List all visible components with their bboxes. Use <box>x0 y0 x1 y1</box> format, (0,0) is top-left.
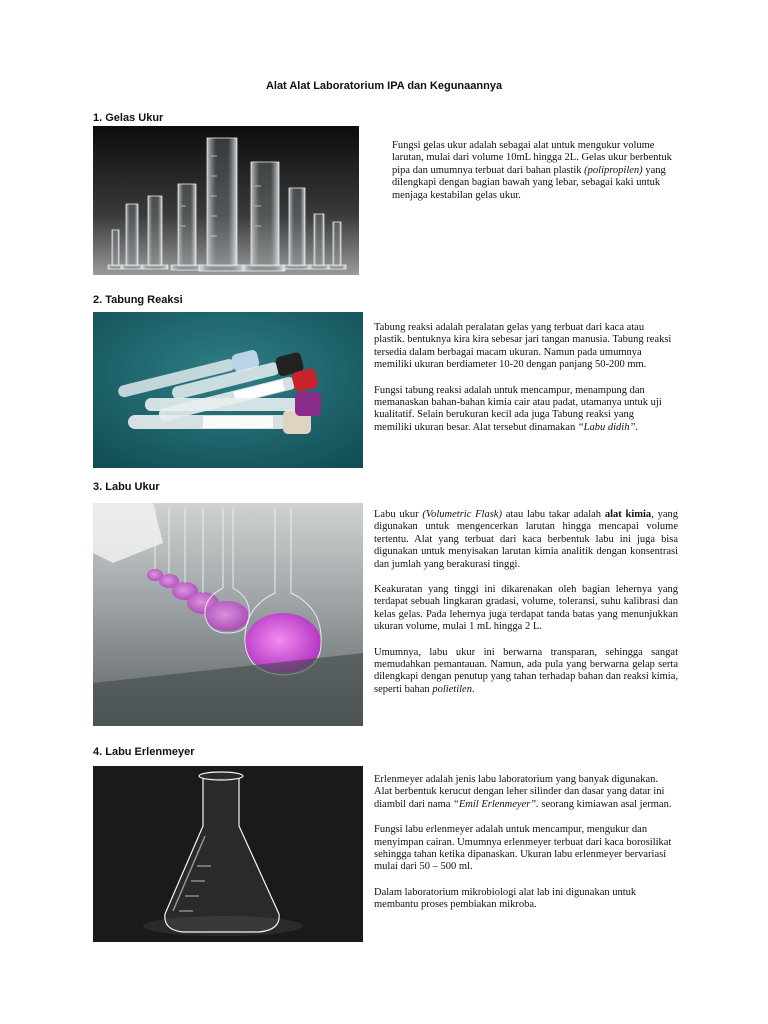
heading-gelas-ukur: 1. Gelas Ukur <box>93 112 164 124</box>
paragraph: Dalam laboratorium mikrobiologi alat lab ini digunakan untuk membantu proses pembiakan mikroba. <box>374 886 637 911</box>
italic-term: “Labu didih” <box>577 421 636 433</box>
italic-term: (polipropilen) <box>584 164 643 176</box>
text-gelas-ukur <box>392 140 672 215</box>
paragraph: Fungsi labu erlenmeyer adalah untuk mencampur, mengukur dan menyimpan cairan. Umumnya erlenmeyer terbuat dari kaca borosilikat sehingga tahan ketika dipanaskan. Ukuran labu erlenmeyer bervariasi mulai dari 50 – 500 ml. <box>374 824 672 873</box>
heading-tabung-reaksi: 2. Tabung Reaksi <box>93 294 183 306</box>
text-run: , yang digunakan untuk mengencerkan larutan hingga mencapai volume tertentu. Alat yang terbuat dari kaca berbentuk labu ini juga bisa digunakan untuk menyisakan larutan kimia analitik dengan konsentrasi dan jumlah yang berakurasi tinggi. <box>374 509 678 570</box>
text-run: atau labu takar adalah <box>501 509 605 520</box>
text-run: Umumnya, labu ukur ini berwarna transparan, sehingga sangat memudahkan pemantauan. Namun, ada pula yang berwarna gelap serta dilengkapi dengan penutup yang tahan terhadap bahan dan reaksi kimia, seperti bahan <box>374 646 678 695</box>
paragraph <box>374 647 678 697</box>
text-run: seorang kimiawan asal jerman. <box>538 798 672 810</box>
paragraph <box>392 140 672 202</box>
image-gelas-ukur <box>93 126 359 275</box>
paragraph: Tabung reaksi adalah peralatan gelas yang terbuat dari kaca atau plastik. bentuknya kira kira sebesar jari tangan manusia. Tabung reaksi tersedia dalam berbagai macam ukuran. Namun pada umumnya memiliki ukuran berdiameter 10-20 dengan panjang 50-200 mm. <box>374 322 672 371</box>
paragraph <box>374 385 674 435</box>
text-run: . <box>471 683 475 695</box>
paragraph: Keakuratan yang tinggi ini dikarenakan oleh bagian lehernya yang terdapat sebuah lingkaran gradasi, volume, toleransi, suhu kalibrasi dan kelas gelas. Pada lehernya juga terdapat tanda batas yang menunjukkan ukuran volume, mulai 1 mL hingga 2 L. <box>374 584 678 633</box>
text-labu-erlenmeyer <box>374 774 674 925</box>
heading-labu-erlenmeyer: 4. Labu Erlenmeyer <box>93 746 195 758</box>
text-labu-ukur <box>374 509 678 709</box>
text-run: Fungsi tabung reaksi adalah untuk mencampur, menampung dan memanaskan bahan-bahan kimia cair atau padat, utamanya untuk uji kualitatif. Selain berukuran kecil ada juga Tabung reaksi yang memiliki ukuran besar. Alat tersebut dinamakan <box>374 384 662 433</box>
text-run: Erlenmeyer adalah jenis labu laboratorium yang banyak digunakan. Alat berbentuk kerucut dengan leher silinder dan dasar yang datar ini diambil dari nama <box>374 774 665 810</box>
image-labu-erlenmeyer <box>93 766 363 942</box>
text-run: Fungsi gelas ukur adalah sebagai alat untuk mengukur volume larutan, mulai dari volume 10mL hingga 2L. Gelas ukur berbentuk pipa dan umumnya terbuat dari bahan plastik <box>392 140 672 176</box>
image-labu-ukur <box>93 503 363 726</box>
heading-labu-ukur: 3. Labu Ukur <box>93 481 160 493</box>
text-tabung-reaksi <box>374 322 674 447</box>
italic-term: (Volumetric Flask) <box>422 509 502 520</box>
bold-term: alat kimia <box>604 509 652 520</box>
text-run: Labu ukur <box>374 509 423 520</box>
text-run: . <box>635 421 638 433</box>
paragraph <box>374 774 674 811</box>
paragraph <box>374 509 678 571</box>
document-title: Alat Alat Laboratorium IPA dan Kegunaannya <box>265 80 503 92</box>
image-tabung-reaksi <box>93 312 363 468</box>
italic-term: polietilen <box>432 683 472 695</box>
text-run: yang dilengkapi dengan bagian bawah yang lebar, sebagai kaki untuk menjaga kestabilan gelas ukur. <box>392 164 666 201</box>
italic-term: “Emil Erlenmeyer”. <box>453 798 539 810</box>
